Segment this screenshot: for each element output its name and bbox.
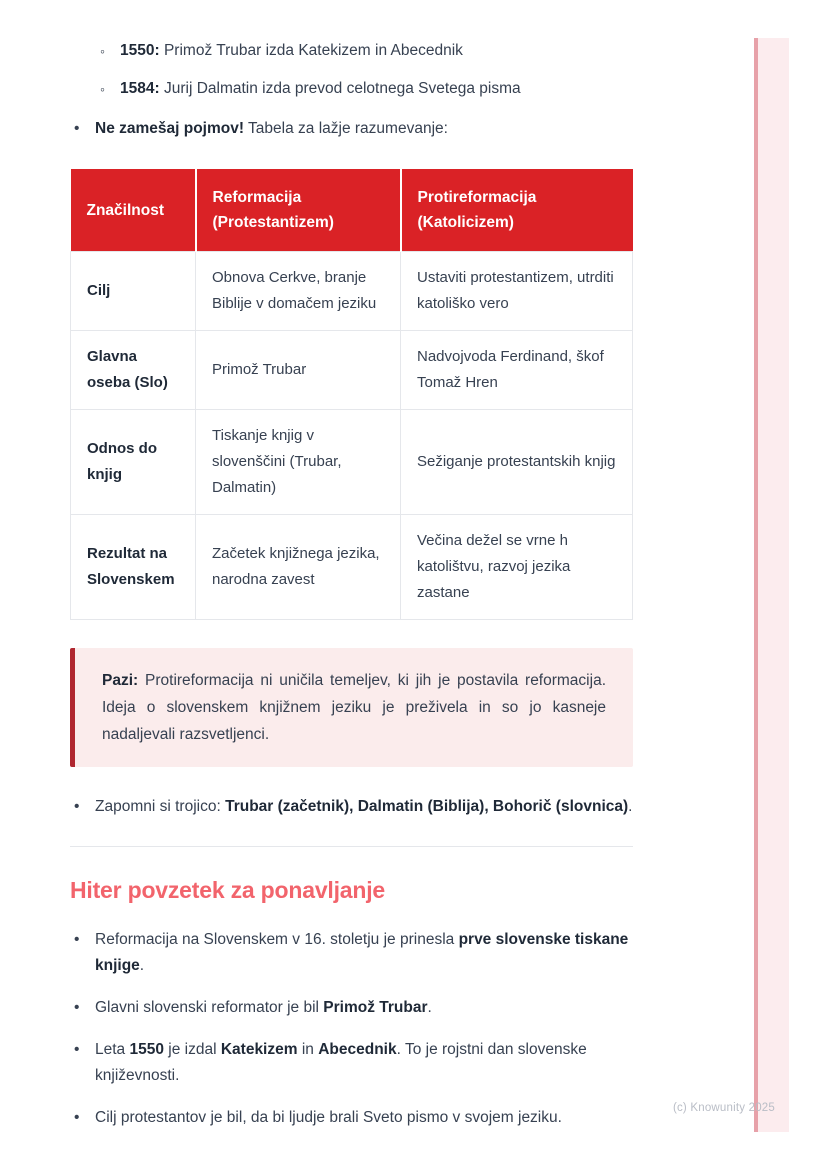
table-header-row xyxy=(71,169,633,252)
bullet-icon: • xyxy=(74,931,80,948)
table-header-znacilnost: Značilnost xyxy=(71,169,196,252)
cell-protireformacija: Nadvojvoda Ferdinand, škof Tomaž Hren xyxy=(401,331,633,410)
summary-list xyxy=(70,927,633,1131)
memory-list xyxy=(70,794,633,820)
summary-bullet xyxy=(70,927,633,979)
bullet-icon: • xyxy=(74,120,80,137)
memory-bullet xyxy=(70,794,633,820)
callout-text: Pazi: Protireformacija ni uničila temeljev, ki jih je postavila reformacija. Ideja o slovenskem knjižnem jeziku je preživela in so jo kasneje nadaljevali razsvetljenci. xyxy=(102,672,606,743)
table-row xyxy=(71,515,633,620)
row-label: Glavna oseba (Slo) xyxy=(71,331,196,410)
intro-bullet xyxy=(70,116,633,142)
row-label: Rezultat na Slovenskem xyxy=(71,515,196,620)
summary-bullet xyxy=(70,1037,633,1089)
circle-bullet-icon: ◦ xyxy=(100,43,105,59)
timeline-item xyxy=(70,38,633,64)
bullet-icon: • xyxy=(74,1041,80,1058)
comparison-table xyxy=(70,169,633,620)
intro-bullet-text: Ne zamešaj pojmov! Tabela za lažje razumevanje: xyxy=(95,120,448,137)
cell-reformacija: Začetek knjižnega jezika, narodna zavest xyxy=(196,515,401,620)
bullet-icon: • xyxy=(74,999,80,1016)
intro-list xyxy=(70,116,633,142)
cell-reformacija: Obnova Cerkve, branje Biblije v domačem jeziku xyxy=(196,252,401,331)
document-content xyxy=(70,38,633,1147)
bullet-icon: • xyxy=(74,798,80,815)
warning-callout xyxy=(70,648,633,767)
summary-bullet-text: Leta 1550 je izdal Katekizem in Abecednik. To je rojstni dan slovenske književnosti. xyxy=(95,1041,587,1084)
cell-protireformacija: Ustaviti protestantizem, utrditi katoliško vero xyxy=(401,252,633,331)
timeline-item xyxy=(70,76,633,102)
timeline-item-text: 1584: Jurij Dalmatin izda prevod celotnega Svetega pisma xyxy=(120,80,521,97)
section-divider xyxy=(70,846,633,847)
table-row xyxy=(71,410,633,515)
table-header-protireformacija: Protireformacija (Katolicizem) xyxy=(401,169,633,252)
row-label: Cilj xyxy=(71,252,196,331)
summary-heading: Hiter povzetek za ponavljanje xyxy=(70,877,386,903)
summary-bullet-text: Glavni slovenski reformator je bil Primož Trubar. xyxy=(95,999,432,1016)
side-accent-stripe xyxy=(754,38,789,1132)
cell-reformacija: Tiskanje knjig v slovenščini (Trubar, Dalmatin) xyxy=(196,410,401,515)
table-row xyxy=(71,331,633,410)
copyright-watermark: (c) Knowunity 2025 xyxy=(672,1102,775,1114)
timeline-item-text: 1550: Primož Trubar izda Katekizem in Abecednik xyxy=(120,42,463,59)
summary-bullet-text: Reformacija na Slovenskem v 16. stoletju je prinesla prve slovenske tiskane knjige. xyxy=(95,931,629,974)
summary-bullet xyxy=(70,995,633,1021)
summary-bullet-text: Cilj protestantov je bil, da bi ljudje brali Sveto pismo v svojem jeziku. xyxy=(95,1109,562,1126)
cell-protireformacija: Sežiganje protestantskih knjig xyxy=(401,410,633,515)
cell-protireformacija: Večina dežel se vrne h katolištvu, razvoj jezika zastane xyxy=(401,515,633,620)
memory-bullet-text: Zapomni si trojico: Trubar (začetnik), Dalmatin (Biblija), Bohorič (slovnica). xyxy=(95,798,633,815)
bullet-icon: • xyxy=(74,1109,80,1126)
table-header-reformacija: Reformacija (Protestantizem) xyxy=(196,169,401,252)
table-row xyxy=(71,252,633,331)
row-label: Odnos do knjig xyxy=(71,410,196,515)
cell-reformacija: Primož Trubar xyxy=(196,331,401,410)
summary-bullet xyxy=(70,1105,633,1131)
circle-bullet-icon: ◦ xyxy=(100,81,105,97)
timeline-list xyxy=(70,38,633,102)
